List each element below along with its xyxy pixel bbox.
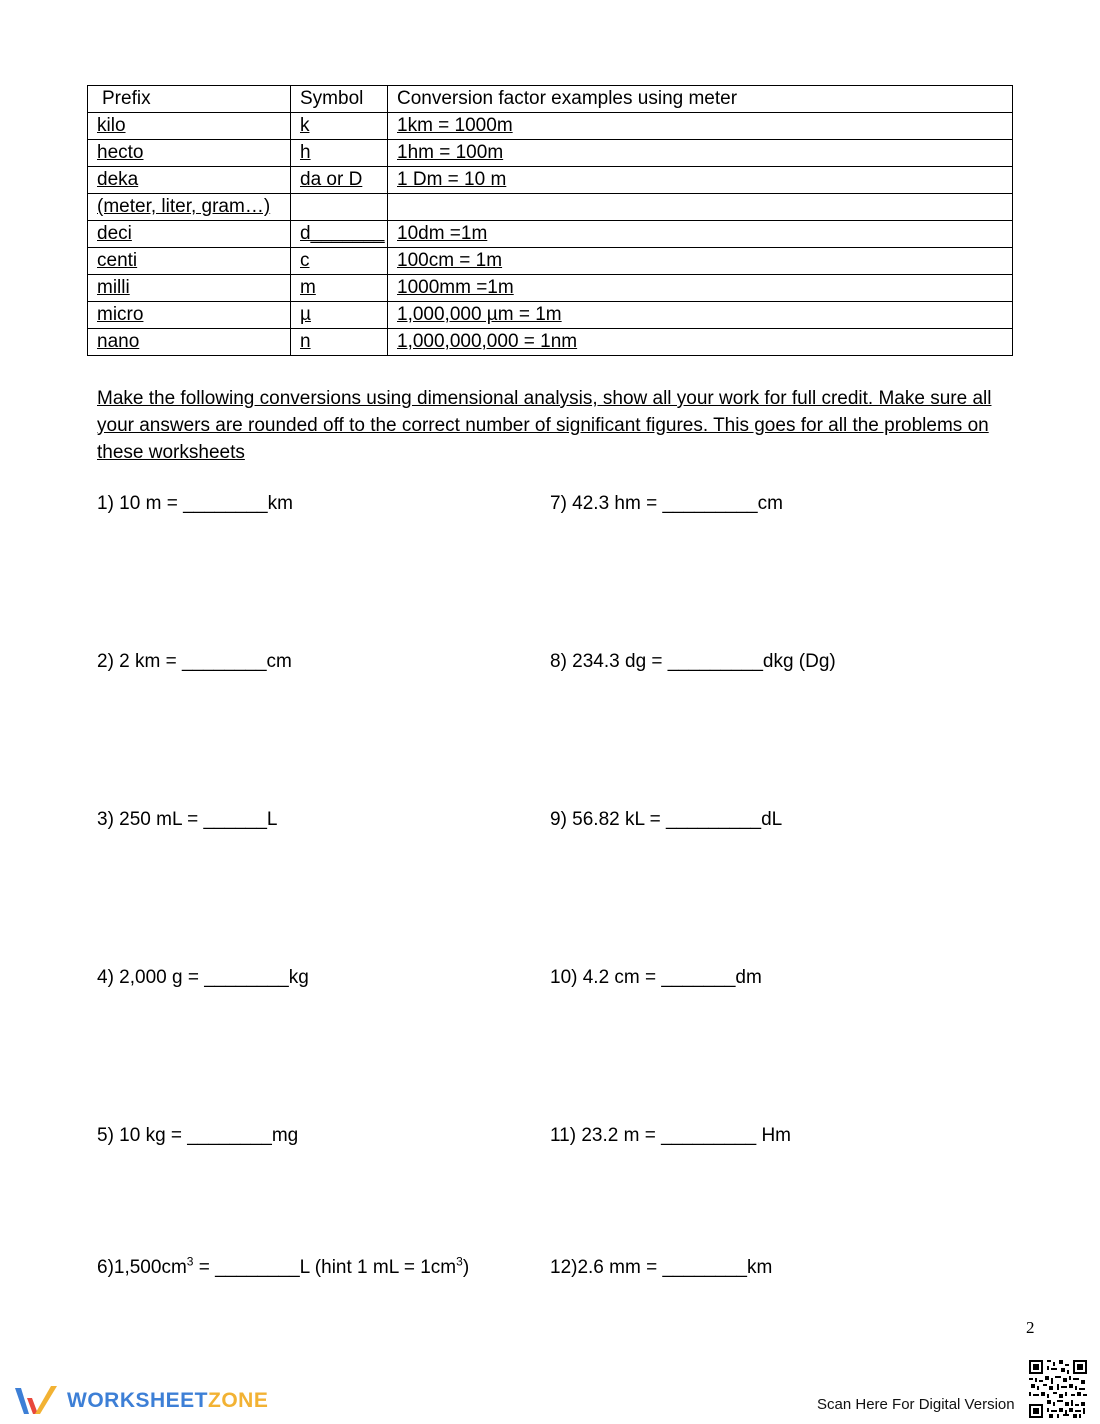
table-header-row [88,86,1013,113]
problem-8: 8) 234.3 dg = _________dkg (Dg) [550,651,836,672]
table-row [88,329,1013,356]
problem-10: 10) 4.2 cm = _______dm [550,967,762,988]
problem-6-part: 6)1,500cm [97,1257,187,1278]
table-row [88,248,1013,275]
problem-11: 11) 23.2 m = _________ Hm [550,1125,791,1146]
brand-part-1: WORKSHEET [67,1389,208,1412]
symbol-cell: h [300,142,311,163]
superscript: 3 [186,1254,194,1269]
problem-9: 9) 56.82 kL = _________dL [550,809,783,830]
problem-6 [97,1256,469,1280]
problem-12: 12)2.6 mm = ________km [550,1257,773,1278]
prefix-cell: (meter, liter, gram…) [97,196,271,217]
table-row [88,302,1013,329]
symbol-cell: µ [300,304,311,325]
problem-1: 1) 10 m = ________km [97,493,293,514]
example-cell: 10dm =1m [397,223,488,244]
problem-2: 2) 2 km = ________cm [97,651,292,672]
prefix-cell: deka [97,169,139,190]
example-cell: 1hm = 100m [397,142,504,163]
table-row [88,113,1013,140]
instructions-text: Make the following conversions using dimensional analysis, show all your work for full credit. Make sure all your answers are rounded off to the correct number of significant figures. This goes for all the problems on these worksheets [97,388,992,463]
qr-code-icon[interactable] [1029,1360,1087,1418]
problem-3: 3) 250 mL = ______L [97,809,278,830]
table-row [88,140,1013,167]
example-cell: 1000mm =1m [397,277,514,298]
prefix-cell: micro [97,304,144,325]
header-symbol: Symbol [291,86,388,113]
worksheetzone-logo[interactable] [13,1384,268,1418]
superscript: 3 [456,1254,463,1269]
symbol-cell: m [300,277,316,298]
example-cell: 1,000,000,000 = 1nm [397,331,578,352]
prefix-cell: hecto [97,142,144,163]
table-row [88,194,1013,221]
example-cell: 1,000,000 µm = 1m [397,304,562,325]
table-row [88,275,1013,302]
header-prefix: Prefix [88,86,291,113]
prefix-cell: kilo [97,115,126,136]
worksheetzone-logo-icon [13,1384,59,1418]
symbol-cell: n [300,331,311,352]
symbol-cell: k [300,115,310,136]
symbol-cell: da or D [300,169,363,190]
brand-part-2: ZONE [208,1389,269,1412]
problem-4: 4) 2,000 g = ________kg [97,967,309,988]
example-cell: 100cm = 1m [397,250,503,271]
problem-7: 7) 42.3 hm = _________cm [550,493,783,514]
header-conversion: Conversion factor examples using meter [388,86,1013,113]
table-row [88,167,1013,194]
problem-5: 5) 10 kg = ________mg [97,1125,299,1146]
prefix-cell: milli [97,277,130,298]
page-number: 2 [1026,1318,1035,1337]
symbol-cell: c [300,250,310,271]
example-cell: 1 Dm = 10 m [397,169,507,190]
prefix-cell: centi [97,250,138,271]
prefix-cell: deci [97,223,132,244]
symbol-cell: d_______ [300,223,385,244]
problem-6-part: = ________L (hint 1 mL = 1cm [193,1257,457,1278]
example-cell: 1km = 1000m [397,115,513,136]
problem-6-part: ) [462,1257,470,1278]
scan-here-text: Scan Here For Digital Version [817,1396,1015,1413]
table-row [88,221,1013,248]
brand-name [67,1389,268,1413]
prefix-cell: nano [97,331,140,352]
prefix-table [87,85,1013,356]
